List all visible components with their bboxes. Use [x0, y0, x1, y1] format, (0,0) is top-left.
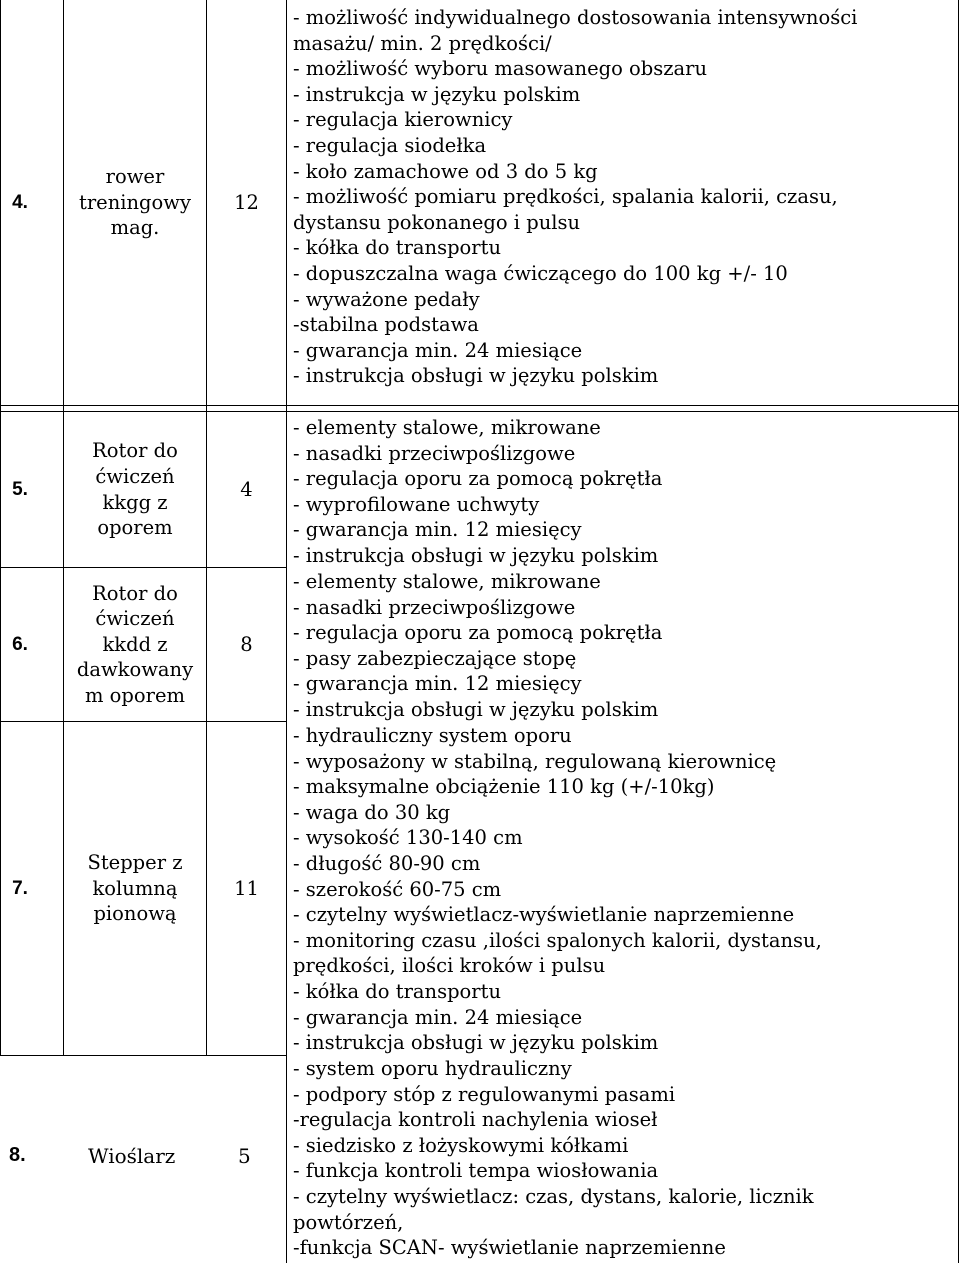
- item-name: Rotor do ćwiczeń kkgg z oporem: [92, 439, 178, 540]
- row-number: 8.: [9, 1144, 26, 1166]
- row-number: 7.: [12, 877, 28, 899]
- item-specs: - elementy stalowe, mikrowane - nasadki przeciwpoślizgowe - regulacja oporu za pomocą pokrętła - pasy zabezpieczające stopę - gwarancja min. 12 miesięcy - instrukcja obsługi w języku polskim: [293, 570, 663, 721]
- item-name: rower treningowy mag.: [79, 165, 191, 240]
- item-quantity: 8: [240, 632, 253, 656]
- row-divider: [0, 405, 959, 406]
- column-divider: [286, 0, 287, 1263]
- item-specs: - możliwość indywidualnego dostosowania intensywności masażu/ min. 2 prędkości/ - możliwość wyboru masowanego obszaru - instrukcja w języku polskim - regulacja kierownicy - regulacja siodełka - koło zamachowe od 3 do 5 kg - możliwość pomiaru prędkości, spalania kalorii, czasu, dystansu pokonanego i pulsu - kółka do transportu - dopuszczalna waga ćwiczącego do 100 kg +/- 10 - wyważone pedały -stabilna podstawa - gwarancja min. 24 miesiące - instrukcja obsługi w języku polskim: [293, 6, 858, 388]
- row-divider: [0, 1055, 287, 1056]
- item-name: Rotor do ćwiczeń kkdd z dawkowany m oporem: [76, 581, 194, 707]
- table-border-right: [958, 0, 959, 1263]
- item-specs: - elementy stalowe, mikrowane - nasadki przeciwpoślizgowe - regulacja oporu za pomocą pokrętła - wyprofilowane uchwyty - gwarancja min. 12 miesięcy - instrukcja obsługi w języku polskim: [293, 416, 663, 567]
- item-quantity: 5: [238, 1144, 251, 1168]
- item-name: Wioślarz: [88, 1144, 176, 1168]
- item-name: Stepper z kolumną pionową: [87, 851, 183, 926]
- item-quantity: 12: [234, 190, 259, 214]
- row-number: 4.: [12, 191, 28, 213]
- item-specs: - hydrauliczny system oporu - wyposażony w stabilną, regulowaną kierownicę - maksymalne obciążenie 110 kg (+/-10kg) - waga do 30 kg - wysokość 130-140 cm - długość 80-90 cm - szerokość 60-75 cm - czytelny wyświetlacz-wyświetlanie naprzemienne - monitoring czasu ,ilości spalonych kalorii, dystansu, prędkości, ilości kroków i pulsu - kółka do transportu - gwarancja min. 24 miesiące - instrukcja obsługi w języku polskim: [293, 724, 822, 1055]
- row-number: 6.: [12, 633, 28, 655]
- item-quantity: 4: [240, 477, 253, 501]
- row-number: 5.: [12, 478, 28, 500]
- item-quantity: 11: [234, 876, 259, 900]
- item-specs: - system oporu hydrauliczny - podpory stóp z regulowanymi pasami -regulacja kontroli nachylenia wioseł - siedzisko z łożyskowymi kółkami - funkcja kontroli tempa wiosłowania - czytelny wyświetlacz: czas, dystans, kalorie, licznik powtórzeń, -funkcja SCAN- wyświetlanie naprzemienne: [293, 1057, 814, 1260]
